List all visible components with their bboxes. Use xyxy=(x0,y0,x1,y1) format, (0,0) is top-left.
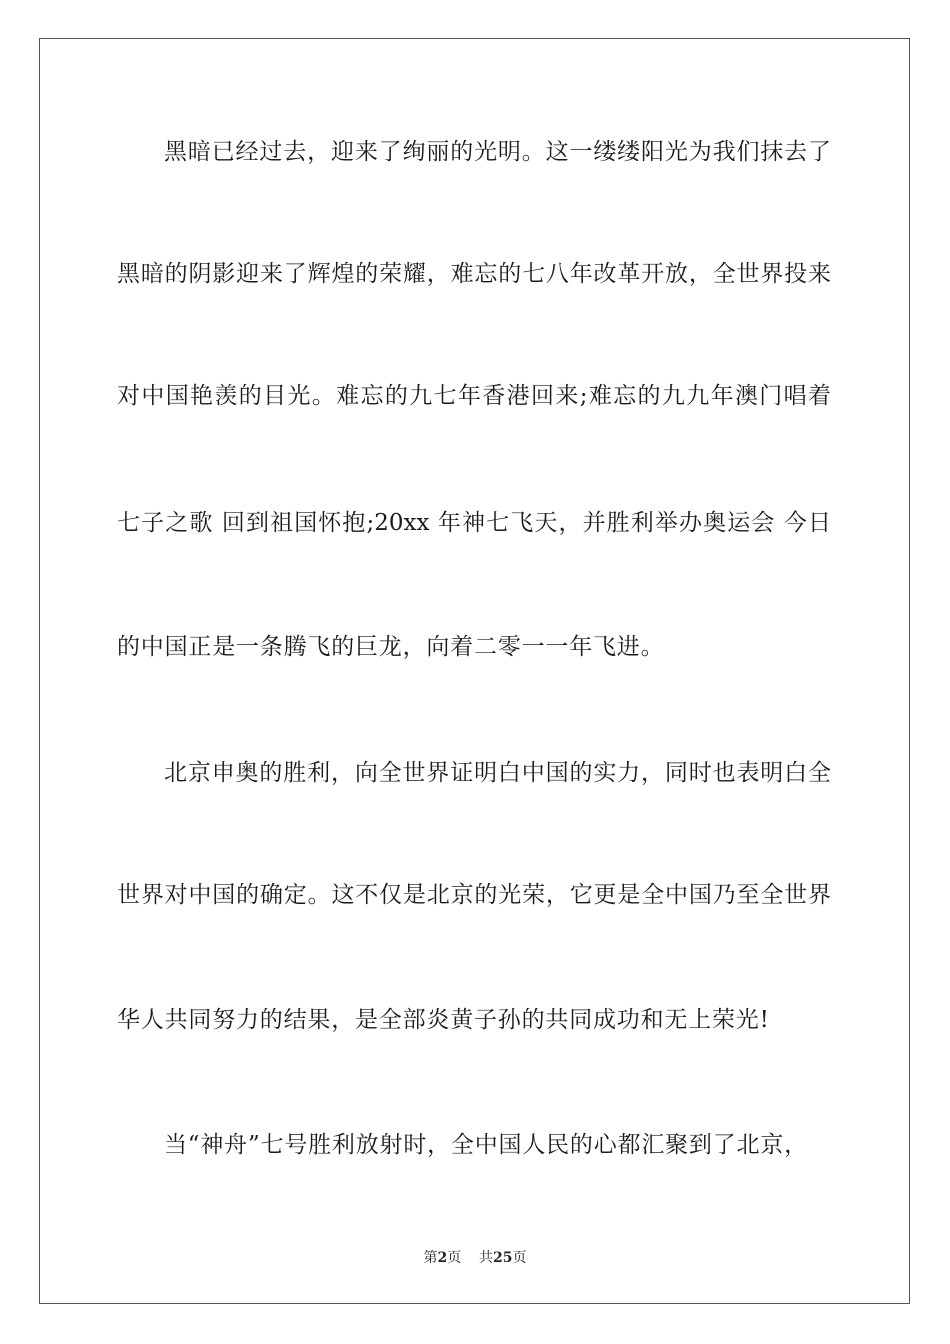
page-number: 2 xyxy=(437,1250,448,1266)
page-prefix: 第 xyxy=(423,1250,438,1266)
total-unit: 页 xyxy=(512,1250,527,1266)
paragraph-1-line-1: 黑暗已经过去，迎来了绚丽的光明。这一缕缕阳光为我们抹去了 xyxy=(164,139,831,165)
paragraph-2-line-3: 华人共同努力的结果，是全部炎黄子孙的共同成功和无上荣光! xyxy=(117,1007,770,1033)
paragraph-3-line-1: 当“神舟”七号胜利放射时，全中国人民的心都汇聚到了北京， xyxy=(164,1132,808,1158)
paragraph-2-line-1: 北京申奥的胜利，向全世界证明白中国的实力，同时也表明白全 xyxy=(164,760,831,786)
paragraph-1-line-5: 的中国正是一条腾飞的巨龙，向着二零一一年飞进。 xyxy=(117,634,665,660)
page-unit: 页 xyxy=(447,1250,462,1266)
paragraph-2-line-2: 世界对中国的确定。这不仅是北京的光荣，它更是全中国乃至全世界 xyxy=(117,882,831,908)
page-footer xyxy=(0,1248,950,1268)
page-border xyxy=(39,38,910,1304)
total-prefix: 共 xyxy=(479,1250,494,1266)
paragraph-1-line-2: 黑暗的阴影迎来了辉煌的荣耀，难忘的七八年改革开放，全世界投来 xyxy=(117,261,831,287)
paragraph-1-line-3: 对中国艳羡的目光。难忘的九七年香港回来;难忘的九九年澳门唱着 xyxy=(117,383,831,409)
paragraph-1-line-4: 七子之歌 回到祖国怀抱;20xx 年神七飞天，并胜利举办奥运会 今日 xyxy=(117,510,831,536)
total-pages: 25 xyxy=(493,1250,513,1266)
